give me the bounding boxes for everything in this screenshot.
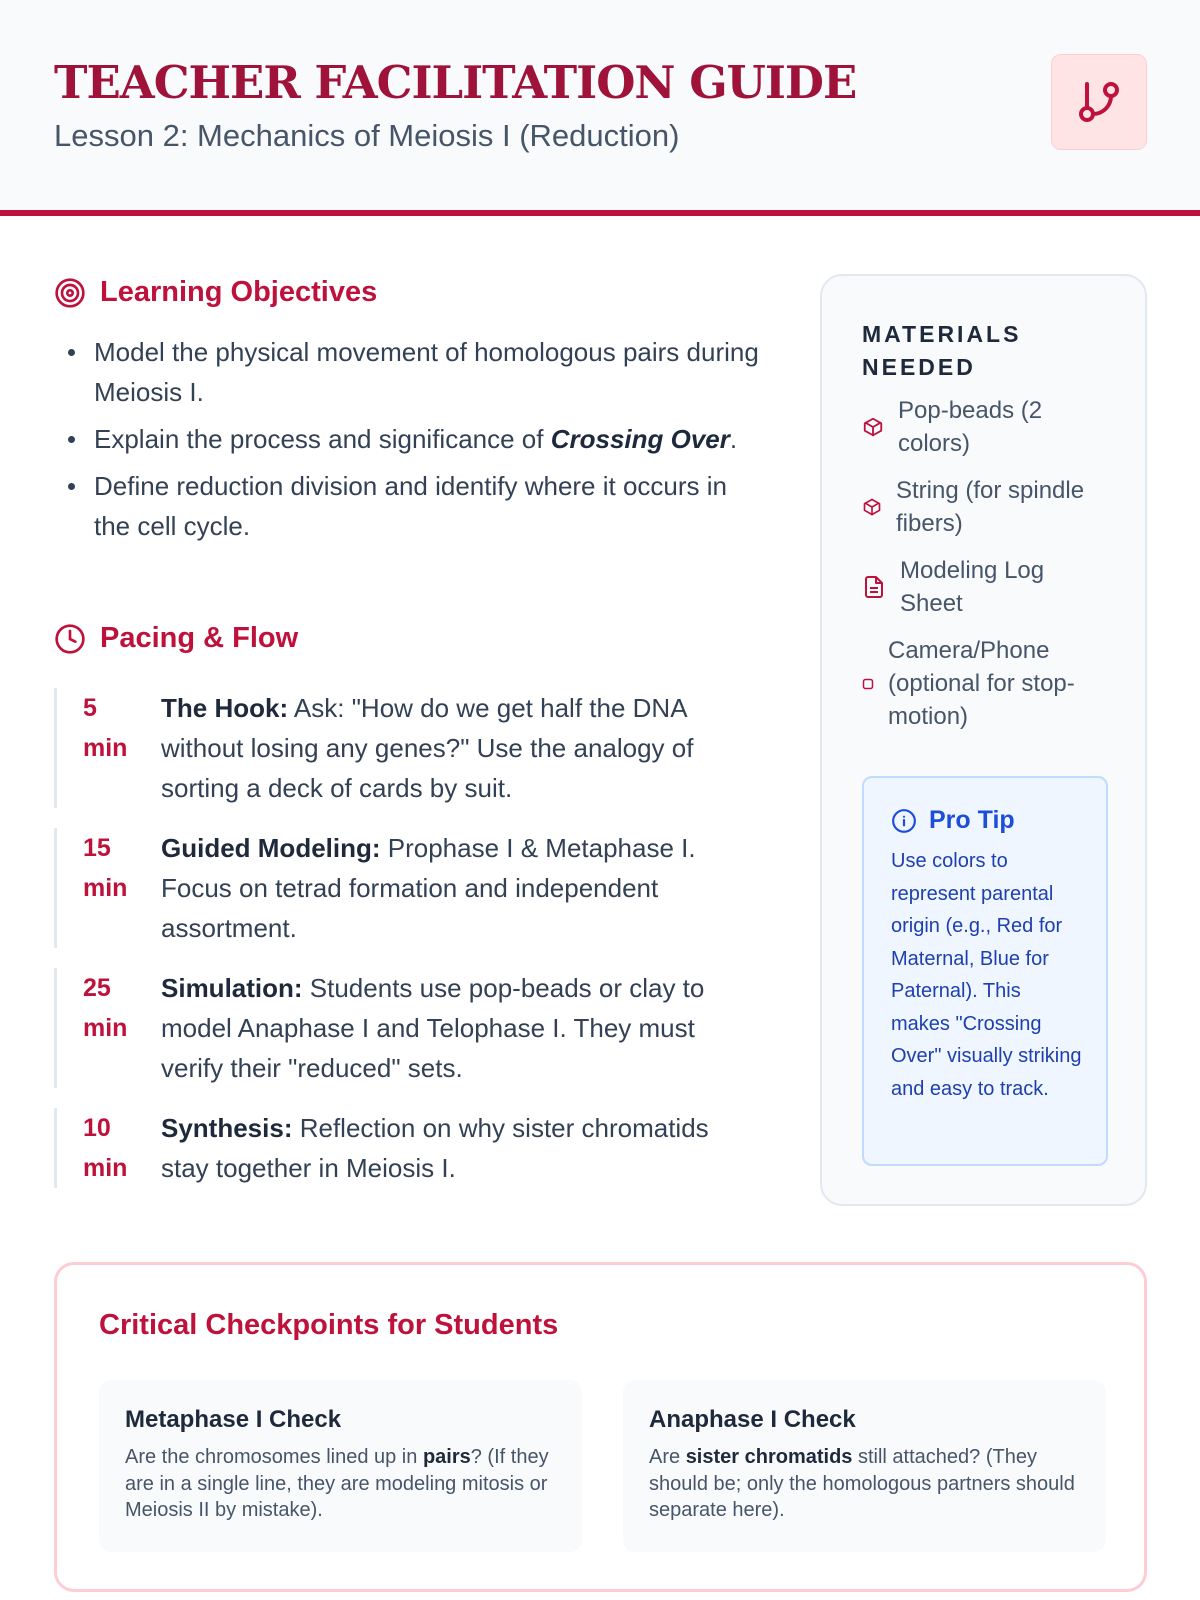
clock-icon: [54, 623, 86, 655]
pacing-text: The Hook: Ask: "How do we get half the DNA without losing any genes?" Use the analogy of sorting a deck of cards by suit.: [161, 693, 694, 803]
objective-text: Define reduction division and identify where it occurs in the cell cycle.: [94, 471, 728, 541]
objective-emphasis: Crossing Over: [550, 424, 730, 454]
checkpoint-text: Are the chromosomes lined up in pairs? (If they are in a single line, they are modeling mitosis or Meiosis II by mistake).: [125, 1446, 549, 1521]
list-item: [60, 332, 760, 412]
pro-tip-heading-label: Pro Tip: [929, 806, 1015, 834]
objectives-list: [60, 332, 760, 553]
checkpoints-panel: [54, 1262, 1147, 1592]
pacing-list: [54, 688, 754, 1208]
git-branch-icon: [1075, 78, 1123, 126]
target-icon: [54, 277, 86, 309]
objectives-heading: [54, 276, 377, 309]
pacing-time: 15 min: [83, 834, 128, 902]
box-icon: [862, 497, 882, 517]
pacing-row: [54, 688, 754, 808]
list-item: [60, 466, 760, 546]
pacing-time: 10 min: [83, 1114, 128, 1182]
pacing-time: 5 min: [83, 694, 128, 762]
page-subtitle: Lesson 2: Mechanics of Meiosis I (Reduction): [54, 118, 680, 153]
checkpoints-heading: Critical Checkpoints for Students: [99, 1309, 559, 1341]
material-label: Modeling Log Sheet: [900, 557, 1045, 617]
material-label: String (for spindle fibers): [896, 477, 1085, 537]
list-item: [862, 634, 1112, 733]
pacing-text: Simulation: Students use pop-beads or clay to model Anaphase I and Telophase I. They must verify their "reduced" sets.: [161, 973, 705, 1083]
checkpoint-card: [623, 1380, 1106, 1552]
document-icon: [862, 575, 886, 599]
objective-text: Model the physical movement of homologous pairs during Meiosis I.: [94, 337, 759, 407]
materials-sidebar: [820, 274, 1147, 1206]
camera-icon: [862, 678, 874, 690]
materials-list: [862, 394, 1112, 747]
header-badge: [1051, 54, 1147, 150]
pacing-time: 25 min: [83, 974, 128, 1042]
list-item: [862, 554, 1112, 620]
info-icon: [891, 808, 917, 834]
checkpoint-title: Metaphase I Check: [125, 1406, 342, 1433]
checkpoint-card: [99, 1380, 582, 1552]
page-title: TEACHER FACILITATION GUIDE: [54, 56, 857, 109]
checkpoint-title: Anaphase I Check: [649, 1406, 856, 1433]
materials-heading: MATERIALS NEEDED: [862, 321, 1022, 380]
objective-text: Explain the process and significance of: [94, 424, 551, 454]
checkpoint-text: Are sister chromatids still attached? (They should be; only the homologous partners should separate here).: [649, 1446, 1075, 1521]
pro-tip-box: [862, 776, 1108, 1166]
pacing-row: [54, 1108, 754, 1188]
pacing-row: [54, 968, 754, 1088]
material-label: Pop-beads (2 colors): [898, 397, 1043, 457]
objectives-heading-label: Learning Objectives: [100, 276, 378, 308]
list-item: [60, 419, 760, 459]
pacing-text: Synthesis: Reflection on why sister chromatids stay together in Meiosis I.: [161, 1113, 709, 1183]
list-item: [862, 394, 1112, 460]
list-item: [862, 474, 1112, 540]
pacing-text: Guided Modeling: Prophase I & Metaphase I. Focus on tetrad formation and independent assortment.: [161, 833, 696, 943]
material-label: Camera/Phone (optional for stop-motion): [888, 637, 1075, 730]
pacing-heading: [54, 622, 298, 655]
pacing-row: [54, 828, 754, 948]
pacing-heading-label: Pacing & Flow: [100, 622, 299, 654]
header: [0, 0, 1200, 216]
box-icon: [862, 416, 884, 438]
objective-text: .: [729, 424, 738, 454]
pro-tip-body: Use colors to represent parental origin (e.g., Red for Maternal, Blue for Paternal). This makes "Crossing Over" visually striking and easy to track.: [891, 850, 1082, 1100]
pro-tip-heading: [891, 806, 1084, 835]
